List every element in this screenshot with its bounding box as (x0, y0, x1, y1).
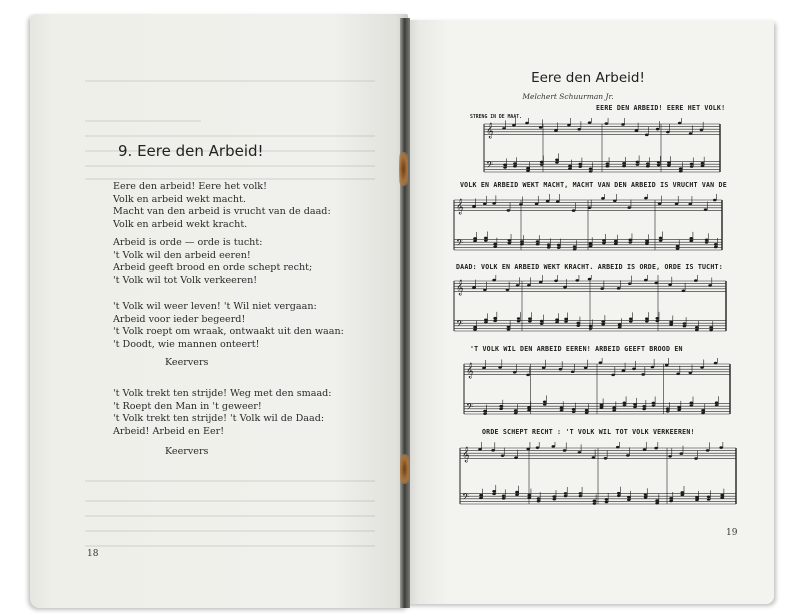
composer-credit: Melchert Schuurman Jr. (522, 92, 614, 101)
stanza-4 (113, 388, 332, 438)
binding-stain (400, 454, 409, 484)
verse-line: Arbeid! Arbeid en Eer! (113, 425, 225, 437)
music-system-4 (462, 358, 732, 420)
svg-text:𝄞: 𝄞 (456, 280, 464, 296)
verse-line: Volk en arbeid wekt kracht. (113, 218, 248, 230)
song-title: Eere den Arbeid! (531, 70, 645, 86)
verse-line: Arbeid voor ieder begeerd! (113, 313, 246, 325)
svg-text:𝄞: 𝄞 (462, 447, 470, 463)
refrain-label: Keervers (165, 446, 209, 457)
svg-text:𝄞: 𝄞 (486, 123, 494, 139)
svg-text:𝄞: 𝄞 (456, 199, 464, 215)
lyric-line-4: 'T VOLK WIL DEN ARBEID EEREN! ARBEID GEEFT BROOD EN (470, 345, 683, 353)
verse-line: 't Roept den Man in 't geweer! (113, 400, 262, 412)
svg-text:𝄢: 𝄢 (462, 491, 470, 505)
verse-line: 't Doodt, wie mannen onteert! (113, 338, 260, 350)
verse-line: 't Volk wil weer leven! 't Wil niet vergaan: (113, 301, 317, 312)
svg-text:𝄢: 𝄢 (466, 401, 474, 415)
verse-line: 't Volk roept om wraak, ontwaakt uit den waan: (113, 326, 344, 338)
verse-line: Volk en arbeid wekt macht. (113, 193, 246, 205)
svg-text:𝄢: 𝄢 (456, 237, 464, 251)
lyric-line-2: VOLK EN ARBEID WEKT MACHT, MACHT VAN DEN ARBEID IS VRUCHT VAN DE (460, 181, 727, 189)
verse-line: 't Volk wil tot Volk verkeeren! (113, 274, 258, 286)
svg-text:𝄞: 𝄞 (466, 363, 474, 379)
verse-line: 't Volk wil den arbeid eeren! (113, 249, 251, 261)
verse-line: Arbeid geeft brood en orde schept recht; (113, 262, 313, 274)
verse-line: Eere den arbeid! Eere het volk! (113, 181, 267, 192)
stanza-1 (113, 181, 331, 231)
music-system-1 (482, 118, 722, 178)
lyric-line-5: ORDE SCHEPT RECHT : 'T VOLK WIL TOT VOLK VERKEEREN! (482, 428, 695, 436)
verse-line: Macht van den arbeid is vrucht van de daad: (113, 206, 331, 218)
verse-line: 't Volk trekt ten strijde! 't Volk wil de Daad: (113, 413, 325, 425)
lyric-line-1: EERE DEN ARBEID! EERE HET VOLK! (596, 104, 726, 112)
poem-title: 9. Eere den Arbeid! (118, 142, 264, 160)
music-system-3 (452, 275, 728, 337)
music-system-5 (458, 442, 738, 510)
book-spine (400, 18, 410, 608)
binding-stain (399, 152, 408, 186)
tempo-marking: STRENG IN DE MAAT. (470, 115, 522, 120)
verse-line: 't Volk trekt ten strijde! Weg met den smaad: (113, 388, 332, 399)
page-number: 19 (726, 528, 738, 538)
stanza-3 (113, 301, 344, 351)
page-number: 18 (87, 549, 99, 559)
svg-text:𝄢: 𝄢 (456, 318, 464, 332)
music-system-2 (452, 194, 724, 256)
refrain-label: Keervers (165, 357, 209, 368)
svg-text:𝄢: 𝄢 (486, 159, 494, 173)
lyric-line-3: DAAD: VOLK EN ARBEID WEKT KRACHT. ARBEID IS ORDE, ORDE IS TUCHT: (456, 263, 723, 271)
stanza-2 (113, 237, 312, 287)
verse-line: Arbeid is orde — orde is tucht: (113, 237, 263, 248)
